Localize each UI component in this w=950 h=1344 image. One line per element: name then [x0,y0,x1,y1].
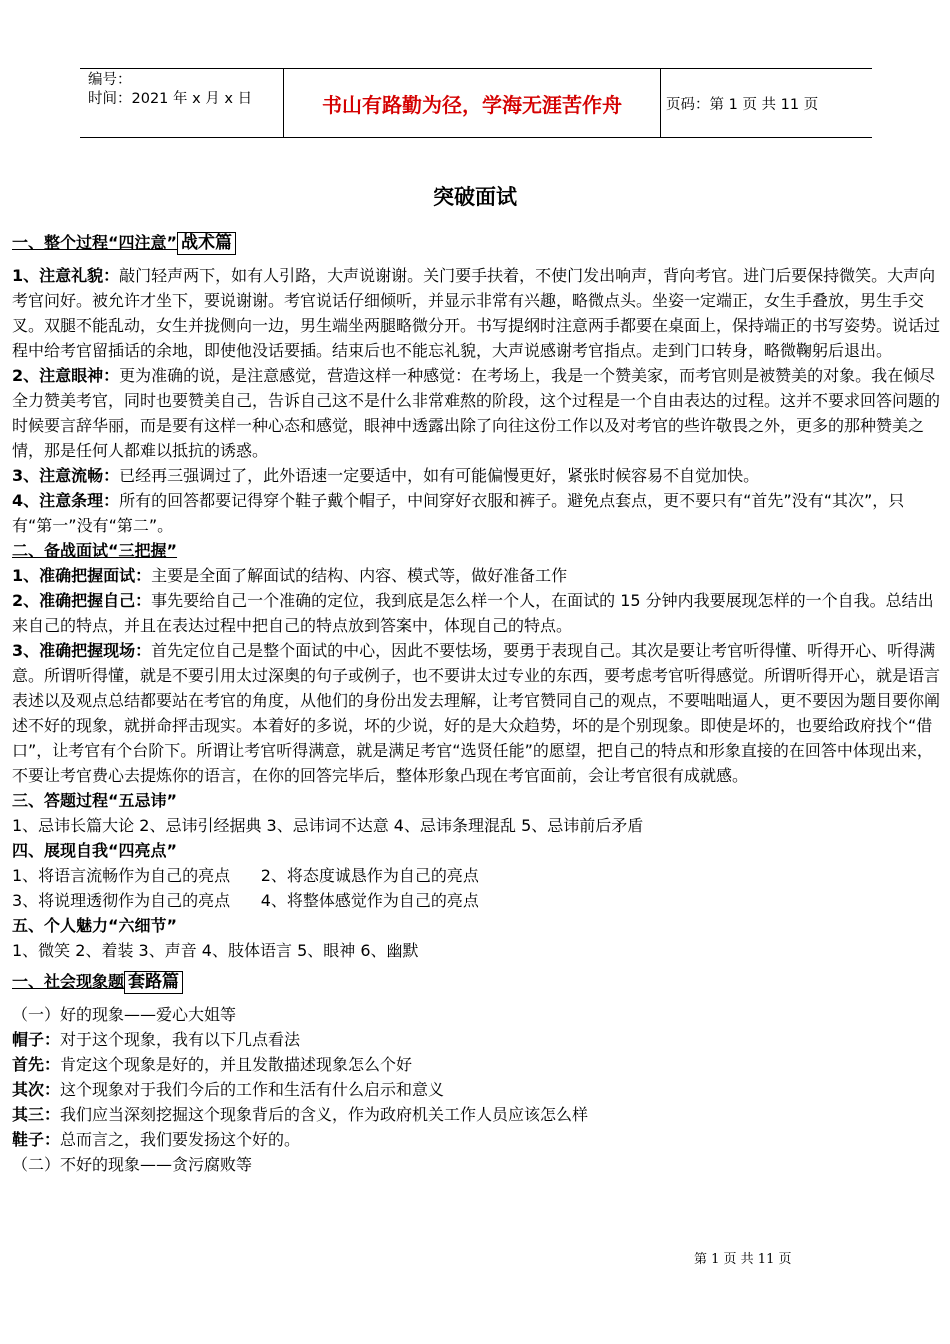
time-label: 时间：2021 年 x 月 x 日 [88,91,253,107]
header-page-info: 页码：第 1 页 共 11 页 [666,96,819,113]
section1-heading: 一、整个过程“四注意” 战术篇 [12,230,940,255]
section4-line: 3、将说理透彻作为自己的亮点 4、将整体感觉作为自己的亮点 [12,891,479,910]
section6-heading: 一、社会现象题 套路篇 [12,969,940,994]
document-title: 突破面试 [433,185,517,209]
section2-item: 3、准确把握现场：首先定位自己是整个面试的中心，因此不要怯场，要勇于表现自己。其次是要让考官听得懂、听得开心、听得满意。所谓听得懂，就是不要引用太过深奥的句子或例子，也不要讲太过专业的东西，要考虑考官听得感觉。所谓听得开心，就是语言表述以及观点总结都要站在考官的角度，从他们的身份出发去理解，让考官赞同自己的观点，不要咄咄逼人，更不要因为题目要你阐述不好的现象，就拼命抨击现实。本着好的多说，坏的少说，好的是大众趋势，坏的是个别现象。即使是坏的，也要给政府找个“借口”，让考官有个台阶下。所谓让考官听得满意，就是满足考官“选贤任能”的愿望，把自己的特点和形象直接的在回答中体现出来，不要让考官费心去提炼你的语言，在你的回答完毕后，整体形象凸现在考官面前，会让考官很有成就感。 [12,641,941,785]
section4-heading: 四、展现自我“四亮点” [12,841,178,860]
section6-subheading: （二）不好的现象——贪污腐败等 [12,1155,253,1174]
section6-item: 其次：这个现象对于我们今后的工作和生活有什么启示和意义 [12,1080,445,1099]
section1-heading-box: 战术篇 [177,232,236,255]
section1-item: 1、注意礼貌：敲门轻声两下，如有人引路，大声说谢谢。关门要手扶着，不使门发出响声，背向考官。进门后要保持微笑。大声向考官问好。被允许才坐下，要说谢谢。考官说话仔细倾听，并显示非常有兴趣，略微点头。坐姿一定端正，女生手叠放，男生手交叉。双腿不能乱动，女生并拢侧向一边，男生端坐两腿略微分开。书写提纲时注意两手都要在桌面上，保持端正的书写姿势。说话过程中给考官留插话的余地，即使他没话要插。结束后也不能忘礼貌，大声说感谢考官指点。走到门口转身，略微鞠躬后退出。 [12,266,941,360]
section1-item: 2、注意眼神：更为准确的说，是注意感觉，营造这样一种感觉：在考场上，我是一个赞美家，而考官则是被赞美的对象。我在倾尽全力赞美考官，同时也要赞美自己，告诉自己这不是什么非常难熬的阶段，这个过程是一个自由表达的过程。这并不要求回答问题的时候要言辞华丽，而是要有这样一种心态和感觉，眼神中透露出除了向往这份工作以及对考官的些许敬畏之外，更多的那种赞美之情，那是任何人都难以抵抗的诱惑。 [12,366,941,460]
page-footer: 第 1 页 共 11 页 [694,1252,792,1267]
header-motto: 书山有路勤为径，学海无涯苦作舟 [322,92,622,117]
section5-heading: 五、个人魅力“六细节” [12,916,178,935]
document-body [12,230,940,1177]
section1-item: 3、注意流畅：已经再三强调过了，此外语速一定要适中，如有可能偏慢更好，紧张时候容易不自觉加快。 [12,466,760,485]
section2-item: 1、准确把握面试：主要是全面了解面试的结构、内容、模式等，做好准备工作 [12,566,568,585]
section2-item: 2、准确把握自己：事先要给自己一个准确的定位，我到底是怎么样一个人，在面试的 15 分钟内我要展现怎样的一个自我。总结出来自己的特点，并且在表达过程中把自己的特点放到答案中，体现自己的特点。 [12,591,934,635]
number-label: 编号： [88,72,132,88]
section6-item: 帽子：对于这个现象，我有以下几点看法 [12,1030,301,1049]
section3-line: 1、忌讳长篇大论 2、忌讳引经据典 3、忌讳词不达意 4、忌讳条理混乱 5、忌讳前后矛盾 [12,816,644,835]
section6-item: 鞋子：总而言之，我们要发扬这个好的。 [12,1130,301,1149]
header-motto-cell [283,69,661,137]
header-meta [88,71,280,109]
section6-subheading: （一）好的现象——爱心大姐等 [12,1005,237,1024]
section1-item: 4、注意条理：所有的回答都要记得穿个鞋子戴个帽子，中间穿好衣服和裤子。避免点套点，更不要只有“首先”没有“其次”，只有“第一”没有“第二”。 [12,491,905,535]
section2-heading: 二、备战面试“三把握” [12,541,178,560]
section4-line: 1、将语言流畅作为自己的亮点 2、将态度诚恳作为自己的亮点 [12,866,479,885]
section5-line: 1、微笑 2、着装 3、声音 4、肢体语言 5、眼神 6、幽默 [12,941,419,960]
section3-heading: 三、答题过程“五忌讳” [12,791,178,810]
section6-heading-box: 套路篇 [124,971,183,994]
page-header [80,68,872,138]
section6-item: 其三：我们应当深刻挖掘这个现象背后的含义，作为政府机关工作人员应该怎么样 [12,1105,589,1124]
section6-item: 首先：肯定这个现象是好的，并且发散描述现象怎么个好 [12,1055,413,1074]
